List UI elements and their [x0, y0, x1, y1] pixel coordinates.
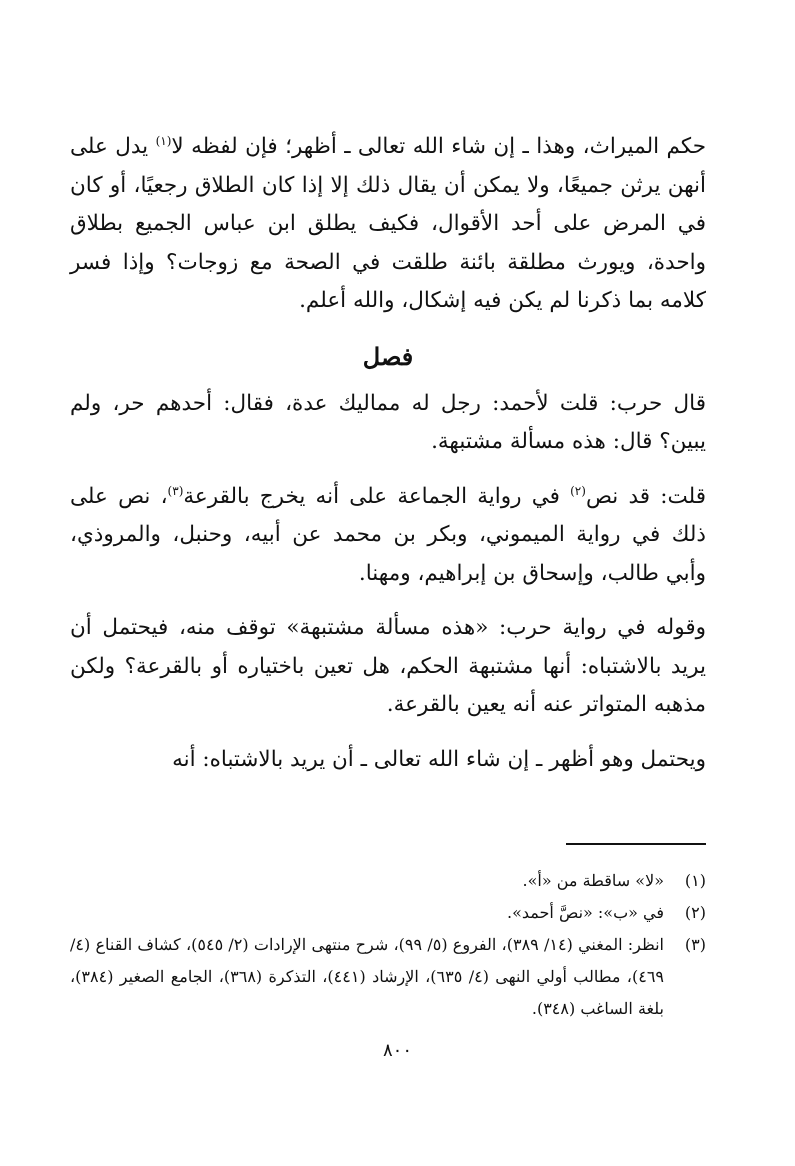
footnote-ref-3: (٣): [167, 483, 184, 498]
footnote-ref-1: (١): [155, 133, 172, 148]
footnote-2-number: (٢): [684, 902, 706, 922]
footnote-3-number: (٣): [684, 934, 706, 954]
footnote-1: [70, 865, 706, 897]
footnotes: [70, 843, 706, 1025]
footnote-2: [70, 897, 706, 929]
paragraph-3-part-1: قلت: قد نص: [585, 483, 706, 509]
paragraph-3-part-2: في رواية الجماعة على أنه يخرج بالقرعة: [183, 483, 571, 509]
paragraph-3: [70, 478, 706, 594]
paragraph-5: ويحتمل وهو أظهر ـ إن شاء الله تعالى ـ أن يريد بالاشتباه: أنه: [172, 746, 706, 772]
section-heading: فصل: [362, 341, 414, 371]
footnote-3-text: انظر: المغني (١٤/ ٣٨٩)، الفروع (٥/ ٩٩)، شرح منتهى الإرادات (٢/ ٥٤٥)، كشاف القناع (٤/ ٤٦٩)، مطالب أولي النهى (٤/ ٦٣٥)، الإرشاد (٤٤١)، التذكرة (٣٦٨)، الجامع الصغير (٣٨٤)، بلغة الساغب (٣٤٨).: [70, 934, 664, 1018]
footnote-divider: [566, 843, 706, 845]
footnote-1-number: (١): [684, 870, 706, 890]
paragraph-4: وقوله في رواية حرب: «هذه مسألة مشتبهة» توقف منه، فيحتمل أن يريد بالاشتباه: أنها مشتبهة الحكم، هل تعين باختياره أو بالقرعة؟ ولكن مذهبه المتواتر عنه أنه يعين بالقرعة.: [70, 615, 706, 717]
paragraph-1-part-2: يدل على أنهن يرثن جميعًا، ولا يمكن أن يقال ذلك إلا إذا كان الطلاق رجعيًا، أو كان في المرض على أحد الأقوال، فكيف يطلق ابن عباس الجميع بطلاق واحدة، ويورث مطلقة بائنة طلقت في الصحة مع زوجات؟ وإذا فسر كلامه بما ذكرنا لم يكن فيه إشكال، والله أعلم.: [70, 134, 706, 313]
footnote-1-text: «لا» ساقطة من «أ».: [522, 870, 664, 890]
footnote-2-text: في «ب»: «نصَّ أحمد».: [507, 902, 664, 922]
main-text: [70, 128, 706, 779]
footnote-3: [70, 929, 706, 1025]
page-number: ٨٠٠: [382, 1040, 412, 1061]
paragraph-1-part-1: حكم الميراث، وهذا ـ إن شاء الله تعالى ـ أظهر؛ فإن لفظه لا: [171, 134, 706, 159]
paragraph-2: قال حرب: قلت لأحمد: رجل له مماليك عدة، فقال: أحدهم حر، ولم يبين؟ قال: هذه مسألة مشتبهة.: [70, 390, 706, 454]
paragraph-1: [70, 128, 706, 321]
paragraph-3-part-3: ، نص على ذلك في رواية الميموني، وبكر بن محمد عن أبيه، وحنبل، والمروذي، وأبي طالب، وإسحاق بن إبراهيم، ومهنا.: [70, 483, 706, 586]
footnote-ref-2: (٢): [570, 483, 586, 498]
